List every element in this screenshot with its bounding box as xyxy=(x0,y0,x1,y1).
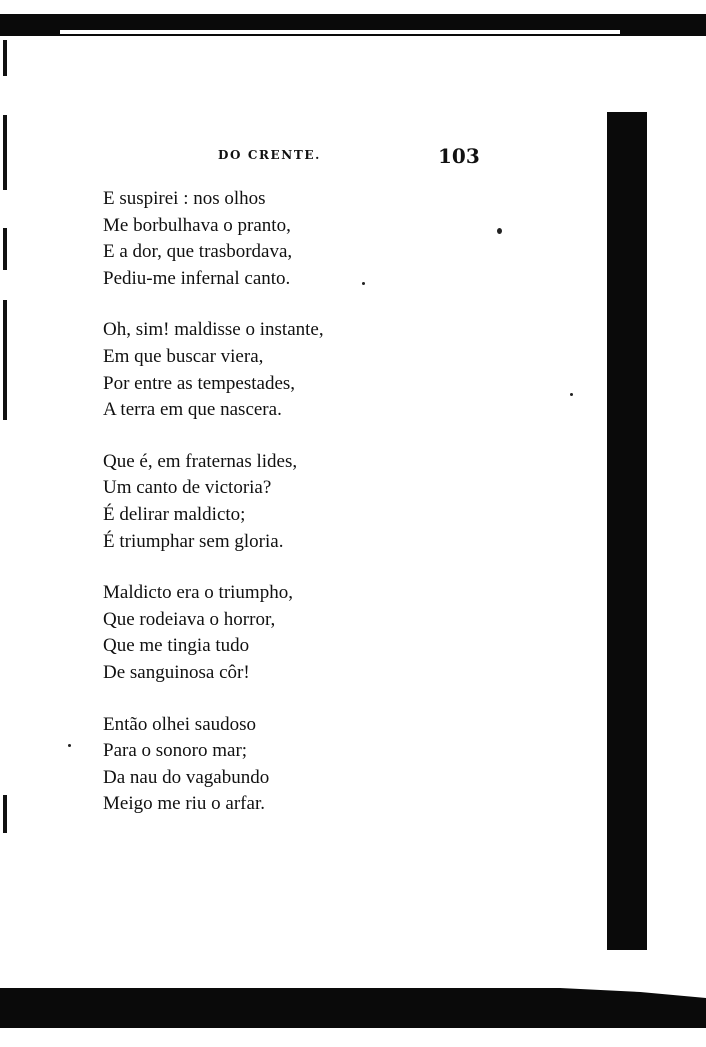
poem-line: Maldicto era o triumpho, xyxy=(103,582,293,604)
scan-mark-left xyxy=(3,300,7,420)
poem-line: Da nau do vagabundo xyxy=(103,766,270,788)
scan-border-bottom xyxy=(0,988,706,1028)
stanza xyxy=(103,186,403,292)
poem-line: Oh, sim! maldisse o instante, xyxy=(103,319,324,341)
poem-line: Por entre as tempestades, xyxy=(103,372,296,394)
poem xyxy=(103,186,403,818)
stanza xyxy=(103,317,403,423)
poem-line: Um canto de victoria? xyxy=(103,477,272,499)
running-head: DO CRENTE. xyxy=(218,148,321,162)
stanza xyxy=(103,449,403,555)
stanza xyxy=(103,580,403,686)
scan-mark-left xyxy=(3,228,7,270)
scan-speck xyxy=(497,228,502,234)
scan-mark-left xyxy=(3,40,7,76)
poem-line: Me borbulhava o pranto, xyxy=(103,214,291,236)
scan-speck xyxy=(570,393,573,396)
poem-line: Em que buscar viera, xyxy=(103,345,264,367)
poem-line: E a dor, que trasbordava, xyxy=(103,241,293,263)
stanza xyxy=(103,712,403,818)
poem-line: De sanguinosa côr! xyxy=(103,661,250,683)
scan-border-right xyxy=(607,112,647,950)
poem-line: Meigo me riu o arfar. xyxy=(103,793,265,815)
scan-speck xyxy=(68,744,71,747)
poem-line: É delirar maldicto; xyxy=(103,503,246,525)
poem-line: Pediu-me infernal canto. xyxy=(103,267,291,289)
scan-border-top-notch xyxy=(60,30,620,34)
poem-line: É triumphar sem gloria. xyxy=(103,530,284,552)
page-number: 103 xyxy=(438,144,480,168)
poem-line: Que é, em fraternas lides, xyxy=(103,450,298,472)
poem-line: Que me tingia tudo xyxy=(103,635,250,657)
poem-line: A terra em que nascera. xyxy=(103,399,282,421)
poem-line: Que rodeiava o horror, xyxy=(103,608,276,630)
poem-line: Para o sonoro mar; xyxy=(103,740,248,762)
poem-line: Então olhei saudoso xyxy=(103,713,257,735)
poem-line: E suspirei : nos olhos xyxy=(103,188,266,209)
scan-mark-left xyxy=(3,795,7,833)
scan-mark-left xyxy=(3,115,7,190)
